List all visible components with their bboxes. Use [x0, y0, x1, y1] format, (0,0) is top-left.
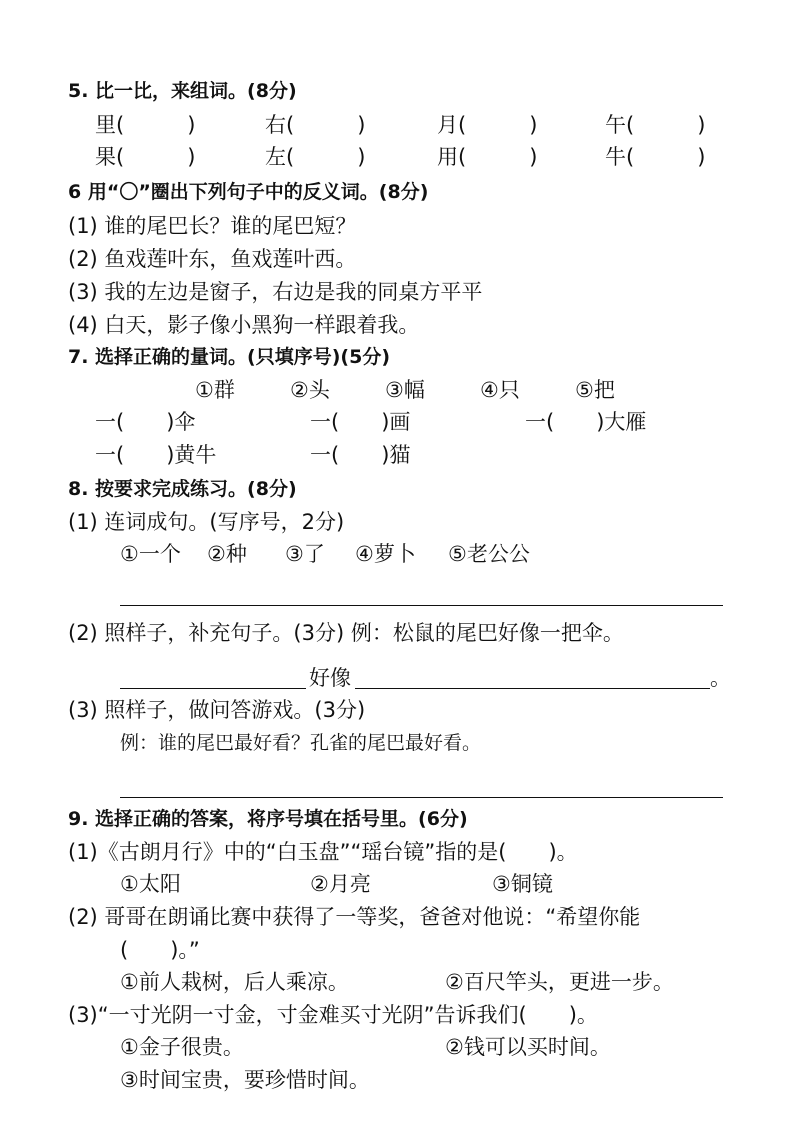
- q6-item: (2) 鱼戏莲叶东，鱼戏莲叶西。: [68, 247, 357, 271]
- q9-part2: (2) 哥哥在朗诵比赛中获得了一等奖，爸爸对他说：“希望你能: [68, 905, 641, 929]
- q7-blank: 一( )画: [310, 410, 411, 434]
- q8-part2-end: 。: [710, 666, 731, 690]
- q5-cell: 右( ): [265, 113, 366, 137]
- q7-heading: 7. 选择正确的量词。(只填序号)(5分): [68, 346, 391, 368]
- q8-word: ④萝卜: [355, 542, 416, 566]
- q9-option: ①太阳: [120, 872, 181, 896]
- q9-heading: 9. 选择正确的答案，将序号填在括号里。(6分): [68, 808, 468, 830]
- q5-cell: 果( ): [95, 145, 196, 169]
- q7-blank: 一( )伞: [95, 410, 196, 434]
- q6-heading: 6 用“〇”圈出下列句子中的反义词。(8分): [68, 181, 429, 203]
- answer-line: [120, 797, 723, 798]
- q8-word: ②种: [207, 542, 247, 566]
- q7-option: ④只: [480, 378, 520, 402]
- q9-part2-cont: ( )。”: [120, 938, 200, 962]
- q8-word: ①一个: [120, 542, 181, 566]
- q8-heading: 8. 按要求完成练习。(8分): [68, 478, 297, 500]
- q7-blank: 一( )大雁: [525, 410, 647, 434]
- q5-cell: 用( ): [437, 145, 538, 169]
- q9-option: ①前人栽树，后人乘凉。: [120, 970, 349, 994]
- answer-line: [355, 688, 710, 689]
- q5-cell: 月( ): [437, 113, 538, 137]
- q8-part3-example: 例：谁的尾巴最好看？孔雀的尾巴最好看。: [120, 732, 482, 754]
- q8-part2-title: (2) 照样子，补充句子。(3分) 例：松鼠的尾巴好像一把伞。: [68, 621, 624, 645]
- q7-option: ①群: [195, 378, 235, 402]
- q9-option: ③时间宝贵，要珍惜时间。: [120, 1068, 370, 1092]
- answer-line: [120, 605, 723, 606]
- q8-part3-title: (3) 照样子，做问答游戏。(3分): [68, 698, 366, 722]
- q8-word: ⑤老公公: [448, 542, 530, 566]
- q9-option: ③铜镜: [492, 872, 553, 896]
- q6-item: (4) 白天，影子像小黑狗一样跟着我。: [68, 313, 420, 337]
- q6-item: (3) 我的左边是窗子，右边是我的同桌方平平: [68, 280, 483, 304]
- q8-part1-title: (1) 连词成句。(写序号，2分): [68, 510, 345, 534]
- q5-cell: 左( ): [265, 145, 366, 169]
- q8-part2-mid: 好像: [309, 666, 351, 690]
- q9-part1: (1)《古朗月行》中的“白玉盘”“瑶台镜”指的是( )。: [68, 840, 578, 864]
- q7-option: ③幅: [385, 378, 425, 402]
- q7-blank: 一( )猫: [310, 443, 411, 467]
- q9-option: ①金子很贵。: [120, 1035, 244, 1059]
- q5-heading: 5. 比一比，来组词。(8分): [68, 80, 297, 102]
- q9-option: ②百尺竿头，更进一步。: [445, 970, 674, 994]
- q9-option: ②月亮: [310, 872, 371, 896]
- q8-word: ③了: [285, 542, 325, 566]
- q9-option: ②钱可以买时间。: [445, 1035, 611, 1059]
- q7-option: ⑤把: [575, 378, 615, 402]
- answer-line: [120, 688, 306, 689]
- q9-part3: (3)“一寸光阴一寸金，寸金难买寸光阴”告诉我们( )。: [68, 1003, 598, 1027]
- q7-blank: 一( )黄牛: [95, 443, 217, 467]
- q6-item: (1) 谁的尾巴长？谁的尾巴短？: [68, 214, 357, 238]
- q5-cell: 里( ): [95, 113, 196, 137]
- q5-cell: 午( ): [605, 113, 706, 137]
- q7-option: ②头: [290, 378, 330, 402]
- q5-cell: 牛( ): [605, 145, 706, 169]
